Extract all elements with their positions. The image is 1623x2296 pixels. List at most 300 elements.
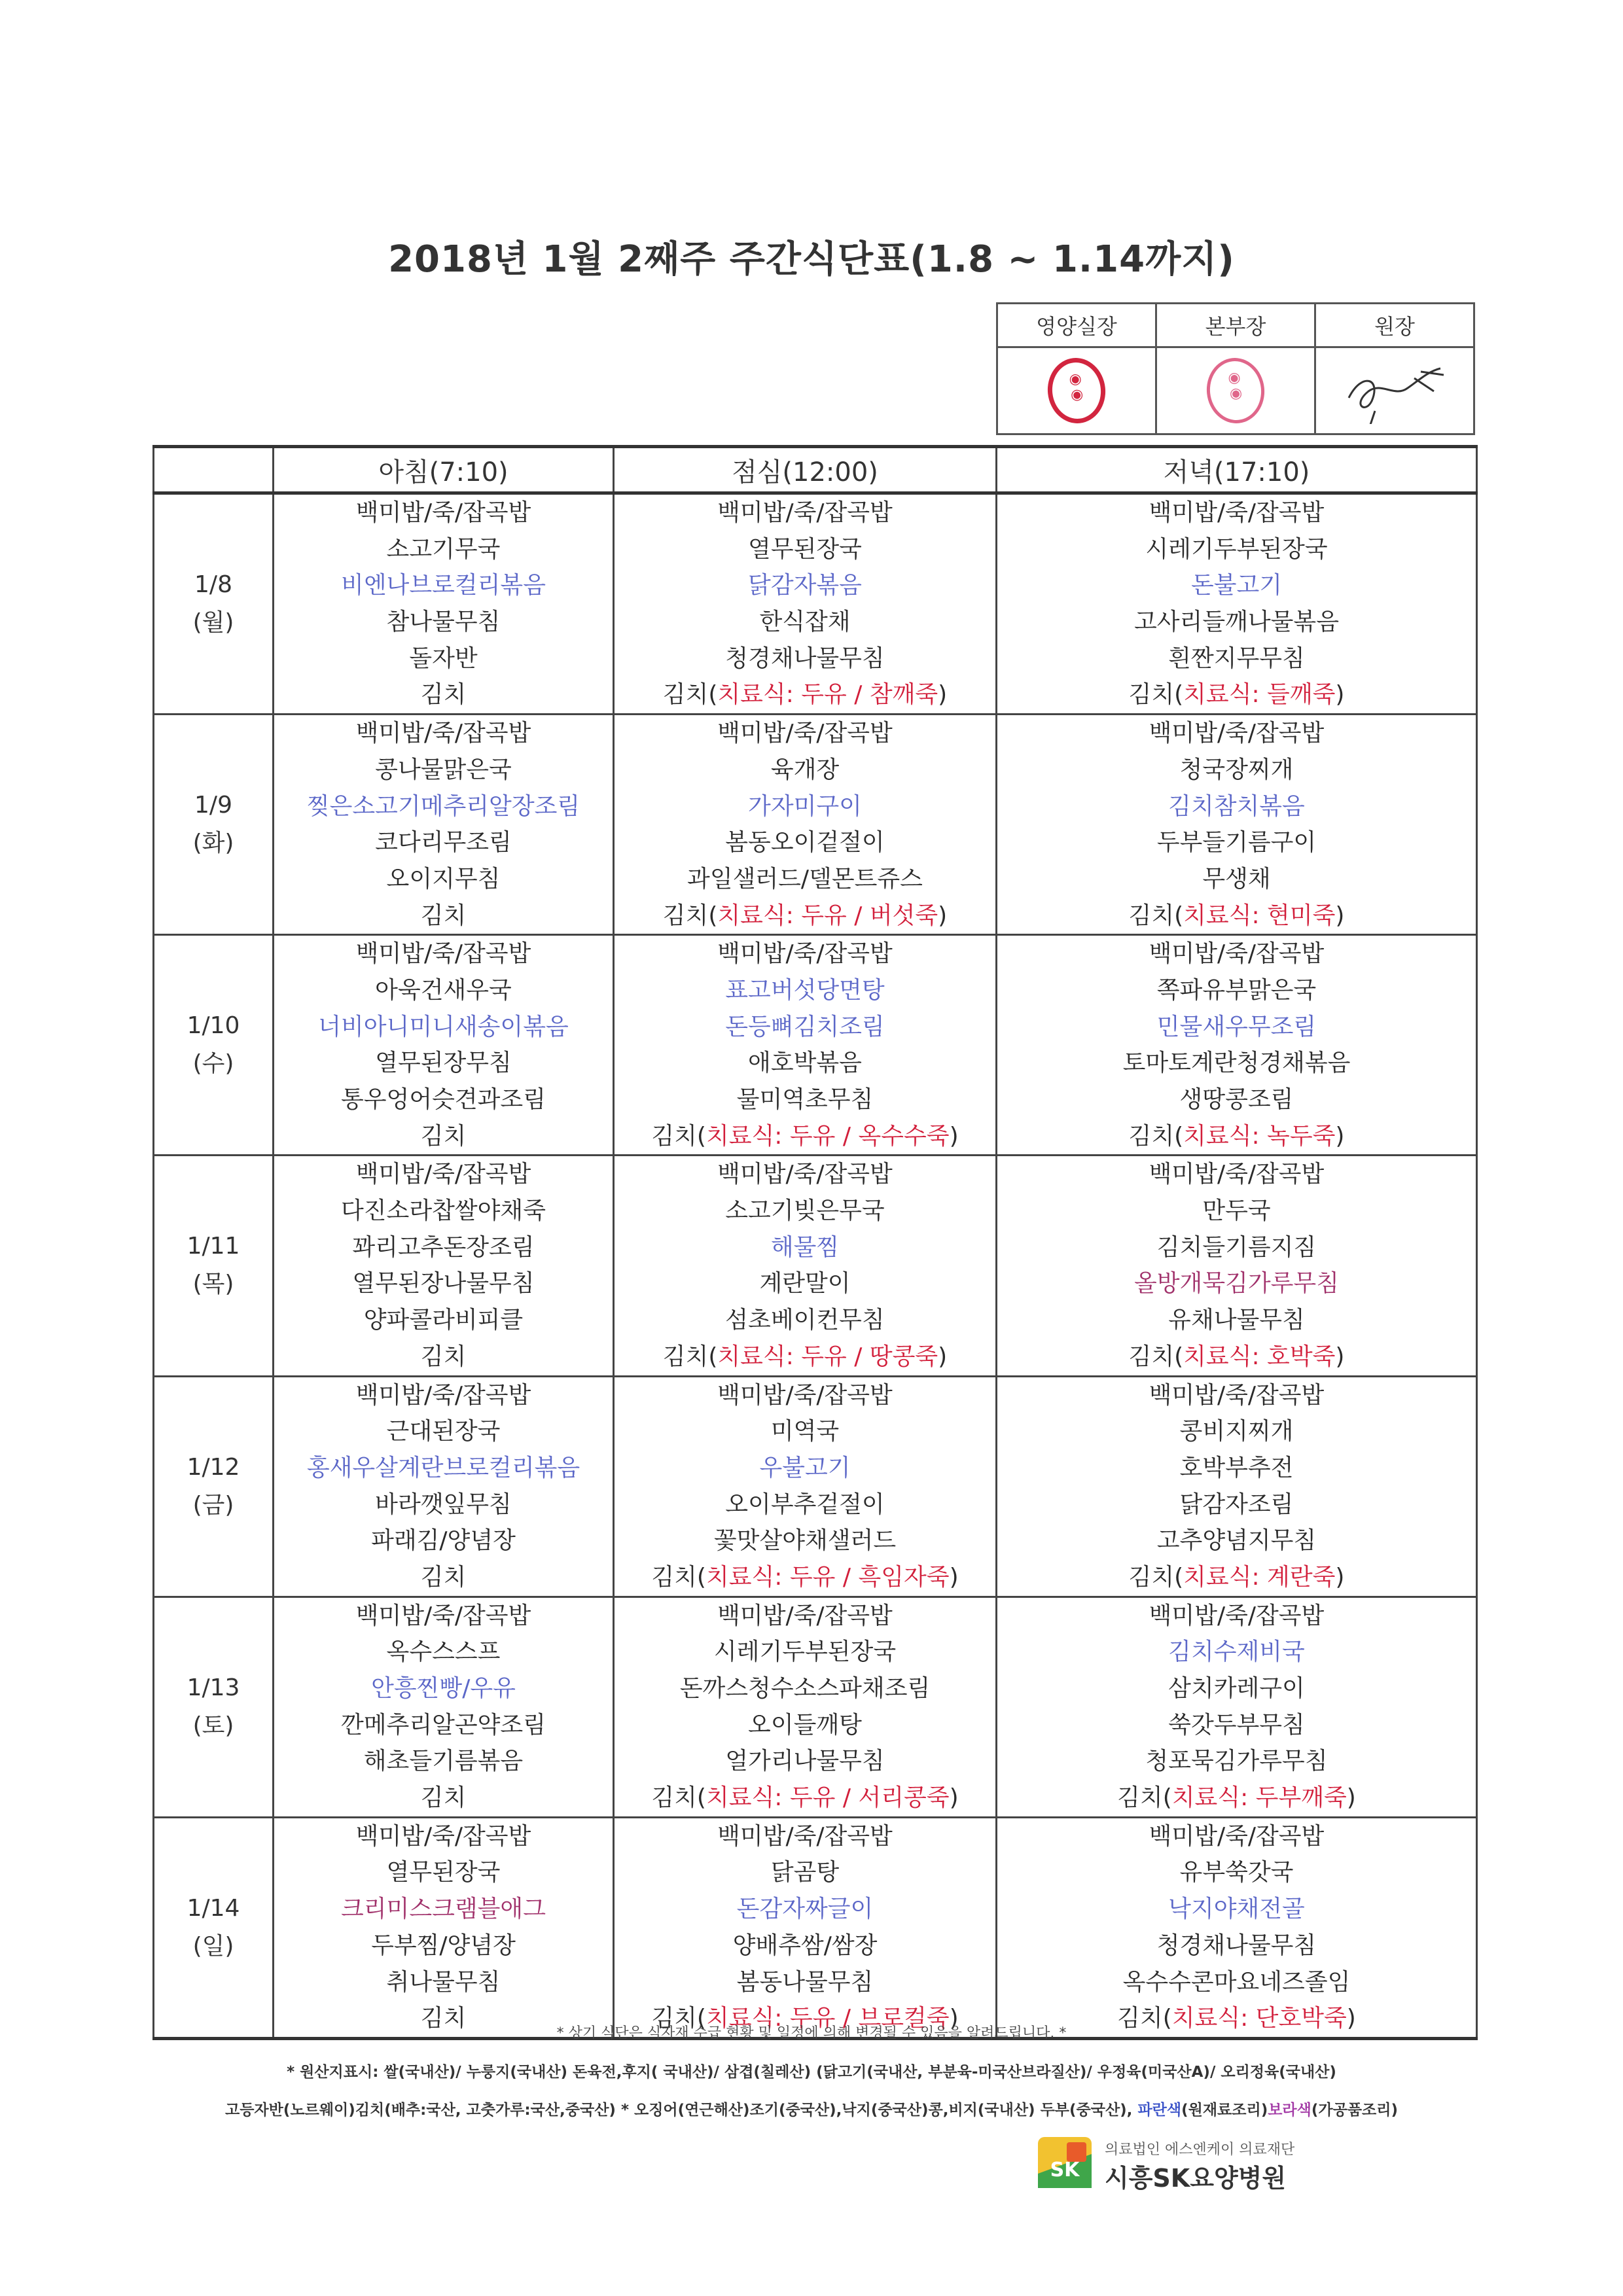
menu-item-text: 무생채 [1202, 865, 1271, 892]
lunch-cell [614, 493, 997, 715]
menu-item-text: 양배추쌈/쌈장 [732, 1932, 878, 1959]
menu-item [615, 715, 995, 752]
lunch-cell [614, 1376, 997, 1597]
menu-item-text: 올방개묵김가루무침 [1134, 1270, 1339, 1298]
dinner-cell [997, 1817, 1477, 2038]
day-weekday: (화) [192, 830, 234, 857]
therapeutic-diet-note: 치료식: 두유 / 참깨죽 [717, 681, 938, 709]
approval-stamp-nutrition [997, 347, 1156, 434]
menu-item-text: 돈감자짜글이 [736, 1896, 874, 1923]
menu-item-text: 근대된장국 [386, 1418, 501, 1445]
blue-legend-word: 파란색 [1137, 2102, 1182, 2119]
menu-item-text: 열무된장나물무침 [352, 1270, 535, 1298]
purple-legend-desc: (가공품조리) [1311, 2102, 1398, 2119]
menu-item-text: 비엔나브로컬리볶음 [341, 572, 546, 599]
menu-item [615, 1450, 995, 1487]
menu-item-text: 김치( [1128, 1563, 1184, 1591]
menu-item [997, 641, 1476, 677]
menu-item-text: 돈등뼈김치조림 [725, 1013, 885, 1040]
menu-item-text: 깐메추리알곤약조림 [341, 1711, 546, 1739]
menu-item-text: 꽈리고추돈장조림 [352, 1233, 535, 1261]
day-date: 1/12 [187, 1453, 240, 1481]
dinner-cell [997, 1156, 1477, 1376]
menu-item [615, 1118, 995, 1155]
menu-item-suffix: ) [949, 2005, 959, 2032]
menu-item [615, 1854, 995, 1891]
origin-info-text: 고등자반(노르웨이)김치(배추:국산, 고춧가루:국산,중국산) * 오징어(연근해산)조기(중국산),낙지(중국산)콩,비지(국내산) 두부(중국산), [225, 2102, 1138, 2119]
menu-item-text: 소고기빚은무국 [725, 1197, 885, 1225]
menu-item-text: 해물찜 [770, 1233, 840, 1261]
menu-item-text: 찢은소고기메추리알장조림 [306, 792, 580, 820]
origin-info-line2 [0, 2098, 1623, 2119]
menu-item-text: 취나물무침 [386, 1968, 501, 1996]
menu-item [615, 1559, 995, 1596]
day-weekday: (월) [192, 609, 234, 637]
dinner-cell [997, 935, 1477, 1156]
menu-item-text: 물미역초무침 [736, 1086, 874, 1113]
menu-item [274, 1634, 613, 1670]
hospital-name: 시흥SK요양병원 [1105, 2164, 1287, 2193]
menu-item-text: 김치 [420, 902, 467, 929]
menu-item-text: 백미밥/죽/잡곡밥 [355, 1161, 531, 1188]
menu-item-text: 소고기무국 [386, 535, 501, 563]
menu-item [997, 1045, 1476, 1082]
menu-item-text: 백미밥/죽/잡곡밥 [717, 720, 893, 747]
menu-item [274, 1928, 613, 1964]
approval-stamp-director [1156, 347, 1315, 434]
menu-item-text: 과일샐러드/델몬트쥬스 [687, 865, 923, 892]
menu-item [997, 1193, 1476, 1229]
menu-item-text: 너비아니미니새송이볶음 [318, 1013, 569, 1040]
menu-item-suffix: ) [938, 902, 948, 929]
menu-item-text: 바라깻잎무침 [375, 1491, 512, 1518]
menu-item-text: 청포묵김가루무침 [1145, 1748, 1328, 1775]
menu-item [997, 1707, 1476, 1744]
menu-item [615, 1302, 995, 1339]
menu-item-text: 백미밥/죽/잡곡밥 [355, 940, 531, 968]
menu-item-text: 해초들기름볶음 [363, 1748, 524, 1775]
menu-item [997, 1891, 1476, 1928]
menu-item-text: 콩비지찌개 [1179, 1418, 1294, 1445]
menu-item-text: 두부들기름구이 [1156, 829, 1317, 857]
menu-item-text: 낙지야채전골 [1168, 1896, 1305, 1923]
menu-item-text: 닭곰탕 [770, 1859, 840, 1886]
menu-item [997, 1818, 1476, 1855]
lunch-cell [614, 1597, 997, 1817]
menu-item [615, 1193, 995, 1229]
approval-header-nutrition: 영양실장 [997, 304, 1156, 347]
menu-item-text: 백미밥/죽/잡곡밥 [1149, 499, 1325, 526]
menu-item [615, 1818, 995, 1855]
menu-item-text: 통우엉어슷견과조림 [341, 1086, 546, 1113]
day-weekday: (일) [192, 1932, 234, 1960]
menu-item-text: 백미밥/죽/잡곡밥 [355, 1602, 531, 1629]
menu-item-text: 백미밥/죽/잡곡밥 [1149, 940, 1325, 968]
menu-item [997, 1302, 1476, 1339]
menu-item-text: 삼치카레구이 [1168, 1675, 1305, 1702]
therapeutic-diet-note: 치료식: 두유 / 옥수수죽 [705, 1122, 950, 1150]
menu-item-text: 백미밥/죽/잡곡밥 [1149, 1161, 1325, 1188]
lunch-cell [614, 715, 997, 935]
day-date: 1/14 [187, 1894, 240, 1922]
menu-item-text: 미역국 [770, 1418, 840, 1445]
menu-item-text: 오이부추겉절이 [725, 1491, 885, 1518]
menu-item [997, 861, 1476, 898]
menu-item-text: 청국장찌개 [1179, 756, 1294, 783]
header-lunch: 점심(12:00) [614, 447, 997, 493]
menu-item-text: 백미밥/죽/잡곡밥 [1149, 1822, 1325, 1850]
menu-item [615, 824, 995, 861]
menu-item-suffix: ) [1346, 2005, 1356, 2032]
menu-item [997, 1670, 1476, 1707]
menu-item-text: 옥수수콘마요네즈졸임 [1122, 1968, 1351, 1996]
menu-item [997, 1928, 1476, 1964]
menu-item [274, 604, 613, 641]
menu-item-text: 김치( [651, 1784, 706, 1812]
menu-item [274, 677, 613, 713]
menu-item [997, 1156, 1476, 1193]
menu-item-text: 육개장 [770, 756, 840, 783]
approval-header-president: 원장 [1315, 304, 1474, 347]
menu-item [274, 1118, 613, 1155]
menu-body [154, 493, 1477, 2039]
menu-item [997, 1265, 1476, 1302]
menu-item-text: 열무된장무침 [375, 1050, 512, 1077]
menu-item [274, 1964, 613, 2001]
menu-item [615, 567, 995, 604]
dinner-cell [997, 1597, 1477, 1817]
menu-item [997, 1634, 1476, 1670]
menu-item [274, 1707, 613, 1744]
therapeutic-diet-note: 치료식: 녹두죽 [1183, 1122, 1336, 1150]
menu-item-text: 백미밥/죽/잡곡밥 [355, 1381, 531, 1409]
menu-item [274, 1450, 613, 1487]
menu-item-text: 안흥찐빵/우유 [371, 1675, 516, 1702]
menu-item [274, 1045, 613, 1082]
menu-item [615, 1413, 995, 1450]
menu-item [615, 1009, 995, 1046]
therapeutic-diet-note: 치료식: 두유 / 흑임자죽 [705, 1563, 950, 1591]
menu-item-text: 참나물무침 [386, 609, 501, 636]
menu-item [615, 752, 995, 788]
menu-item-text: 고사리들깨나물볶음 [1134, 609, 1339, 636]
day-date: 1/9 [194, 792, 232, 819]
menu-item-text: 표고버섯당면탕 [725, 976, 885, 1004]
lunch-cell [614, 935, 997, 1156]
approval-header-director: 본부장 [1156, 304, 1315, 347]
day-row [154, 1597, 1477, 1817]
signature-scribble [1336, 352, 1454, 424]
menu-item [274, 1487, 613, 1523]
menu-item [997, 1743, 1476, 1780]
menu-item [615, 1487, 995, 1523]
menu-item [274, 1743, 613, 1780]
menu-item-text: 백미밥/죽/잡곡밥 [355, 720, 531, 747]
menu-item-text: 섬초베이컨무침 [725, 1307, 885, 1334]
menu-item [274, 1265, 613, 1302]
menu-item-text: 돈까스청수소스파채조림 [679, 1675, 931, 1702]
menu-item-text: 오이들깨탕 [748, 1711, 862, 1739]
header-breakfast: 아침(7:10) [274, 447, 614, 493]
therapeutic-diet-note: 치료식: 호박죽 [1183, 1343, 1336, 1370]
day-weekday: (금) [192, 1491, 234, 1519]
menu-item [274, 1302, 613, 1339]
menu-item-text: 홍새우살계란브로컬리볶음 [306, 1454, 580, 1481]
menu-item-text: 아욱건새우국 [375, 976, 512, 1004]
dinner-cell [997, 715, 1477, 935]
menu-item-text: 애호박볶음 [748, 1050, 862, 1077]
menu-item [997, 1559, 1476, 1596]
menu-item-text: 닭감자조림 [1179, 1491, 1294, 1518]
day-row [154, 1376, 1477, 1597]
menu-item-text: 김치( [651, 1122, 706, 1150]
lunch-cell [614, 1817, 997, 2038]
day-row [154, 493, 1477, 715]
menu-item [997, 1598, 1476, 1634]
menu-item [615, 936, 995, 972]
menu-item [997, 1854, 1476, 1891]
menu-item-text: 유부쑥갓국 [1179, 1859, 1294, 1886]
change-notice: * 상기 식단은 식자재 수급 현황 및 일정에 의해 변경될 수 있음을 알려드립니다. * [556, 2025, 1067, 2041]
menu-item [997, 1118, 1476, 1155]
menu-item-text: 김치( [651, 2005, 706, 2032]
menu-item-text: 김치( [1128, 681, 1184, 709]
origin-info-line1: * 원산지표시: 쌀(국내산)/ 누룽지(국내산) 돈육전,후지( 국내산)/ 삼겹(칠레산) (닭고기(국내산, 부분육-미국산브라질산)/ 우정육(미국산A)/ 오리정육(국내산) [287, 2064, 1336, 2081]
menu-item-text: 닭감자볶음 [748, 572, 862, 599]
menu-item [615, 1339, 995, 1375]
menu-item [615, 788, 995, 825]
menu-item [615, 604, 995, 641]
menu-item [615, 1229, 995, 1266]
approval-box [996, 302, 1475, 435]
menu-item-suffix: ) [1335, 1343, 1345, 1370]
menu-item [615, 1265, 995, 1302]
menu-item [615, 1891, 995, 1928]
dinner-cell [997, 1376, 1477, 1597]
menu-item-text: 청경채나물무침 [725, 645, 885, 672]
menu-item-text: 청경채나물무침 [1156, 1932, 1317, 1959]
menu-item-text: 우불고기 [759, 1454, 851, 1481]
day-label [154, 935, 274, 1156]
menu-item-text: 돌자반 [409, 645, 478, 672]
header-blank [154, 447, 274, 493]
menu-item-suffix: ) [1335, 1563, 1345, 1591]
menu-item-text: 한식잡채 [759, 609, 851, 636]
menu-item [274, 715, 613, 752]
menu-item [615, 898, 995, 934]
menu-item-text: 백미밥/죽/잡곡밥 [717, 1602, 893, 1629]
menu-item [615, 1377, 995, 1414]
menu-item [274, 752, 613, 788]
menu-item-suffix: ) [938, 681, 948, 709]
menu-item [274, 1818, 613, 1855]
therapeutic-diet-note: 치료식: 두부깨죽 [1171, 1784, 1347, 1812]
menu-item-text: 백미밥/죽/잡곡밥 [355, 1822, 531, 1850]
menu-item-text: 백미밥/죽/잡곡밥 [717, 940, 893, 968]
menu-item-text: 토마토계란청경채볶음 [1122, 1050, 1351, 1077]
day-label [154, 1817, 274, 2038]
menu-item [997, 1964, 1476, 2001]
menu-item [615, 1707, 995, 1744]
weekly-menu-table [152, 445, 1478, 2040]
menu-item [615, 1634, 995, 1670]
menu-item-text: 김치( [662, 1343, 718, 1370]
menu-item-text: 호박부추전 [1179, 1454, 1294, 1481]
menu-item [997, 1339, 1476, 1375]
menu-item [274, 1156, 613, 1193]
menu-item [274, 1670, 613, 1707]
menu-item [274, 1854, 613, 1891]
menu-item [997, 1487, 1476, 1523]
day-label [154, 715, 274, 935]
menu-item [274, 1413, 613, 1450]
therapeutic-diet-note: 치료식: 두유 / 서리콩죽 [705, 1784, 950, 1812]
blue-legend-desc: (원재료조리) [1181, 2102, 1268, 2119]
menu-item-text: 김치( [651, 1563, 706, 1591]
menu-item [615, 1045, 995, 1082]
menu-item [274, 531, 613, 568]
menu-item-text: 백미밥/죽/잡곡밥 [1149, 720, 1325, 747]
menu-item-text: 봄동나물무침 [736, 1968, 874, 1996]
menu-item [997, 604, 1476, 641]
menu-item-text: 옥수스스프 [386, 1638, 501, 1666]
menu-item [997, 1082, 1476, 1118]
menu-item-text: 김치 [420, 1343, 467, 1370]
menu-item-text: 시레기두부된장국 [1145, 535, 1328, 563]
menu-item [997, 788, 1476, 825]
menu-item [997, 1523, 1476, 1559]
menu-item [997, 972, 1476, 1009]
menu-item [274, 1339, 613, 1375]
menu-item-text: 봄동오이겉절이 [725, 829, 885, 857]
day-row [154, 935, 1477, 1156]
menu-item-text: 꽃맛살야채샐러드 [713, 1527, 897, 1555]
menu-item [615, 1156, 995, 1193]
menu-item [997, 677, 1476, 713]
therapeutic-diet-note: 치료식: 두유 / 브로컬죽 [705, 2005, 950, 2032]
day-row [154, 1156, 1477, 1376]
menu-item [274, 898, 613, 934]
pink-seal-stamp: ◉ ◉ [1204, 355, 1268, 427]
menu-item-text: 김치 [420, 1563, 467, 1591]
menu-item-text: 유채나물무침 [1168, 1307, 1305, 1334]
logo-text: SK [1050, 2159, 1080, 2181]
menu-item [615, 1964, 995, 2001]
menu-item [274, 824, 613, 861]
breakfast-cell [274, 715, 614, 935]
menu-item [615, 1082, 995, 1118]
purple-legend-word: 보라색 [1268, 2102, 1311, 2119]
breakfast-cell [274, 1156, 614, 1376]
menu-item [615, 677, 995, 713]
menu-item-suffix: ) [1335, 1122, 1345, 1150]
breakfast-cell [274, 493, 614, 715]
day-weekday: (토) [192, 1712, 234, 1739]
breakfast-cell [274, 1376, 614, 1597]
menu-item [274, 861, 613, 898]
menu-item [615, 1743, 995, 1780]
menu-item-text: 오이지무침 [386, 865, 501, 892]
day-label [154, 1597, 274, 1817]
hospital-subtitle: 의료법인 에스엔케이 의료재단 [1105, 2142, 1295, 2158]
day-row [154, 715, 1477, 935]
menu-item-text: 파래김/양념장 [371, 1527, 516, 1555]
therapeutic-diet-note: 치료식: 두유 / 버섯죽 [717, 902, 938, 929]
menu-item-text: 양파콜라비피클 [363, 1307, 524, 1334]
menu-item-text: 쑥갓두부무침 [1168, 1711, 1305, 1739]
menu-item-text: 고추양념지무침 [1156, 1527, 1317, 1555]
header-dinner: 저녁(17:10) [997, 447, 1477, 493]
menu-item-text: 열무된장국 [386, 1859, 501, 1886]
menu-item [997, 1377, 1476, 1414]
menu-item [997, 752, 1476, 788]
menu-item-text: 김치( [1128, 902, 1184, 929]
menu-item-text: 열무된장국 [748, 535, 862, 563]
menu-item-text: 다진소라찹쌀야채죽 [341, 1197, 546, 1225]
menu-item-text: 시레기두부된장국 [713, 1638, 897, 1666]
menu-item-text: 김치 [420, 2005, 467, 2032]
menu-item-suffix: ) [938, 1343, 948, 1370]
menu-item-suffix: ) [1335, 902, 1345, 929]
menu-item-text: 민물새우무조림 [1156, 1013, 1317, 1040]
menu-item [274, 1229, 613, 1266]
page-title: 2018년 1월 2째주 주간식단표(1.8 ~ 1.14까지) [388, 238, 1235, 281]
menu-item-text: 백미밥/죽/잡곡밥 [355, 499, 531, 526]
menu-item-text: 김치 [420, 1122, 467, 1150]
menu-item [615, 1670, 995, 1707]
menu-item-text: 크리미스크램블애그 [341, 1896, 546, 1923]
day-date: 1/13 [187, 1674, 240, 1701]
menu-item [274, 1598, 613, 1634]
menu-item-suffix: ) [949, 1784, 959, 1812]
menu-item-text: 김치 [420, 681, 467, 709]
menu-item [997, 1780, 1476, 1816]
menu-item [274, 1009, 613, 1046]
menu-item [615, 531, 995, 568]
menu-item-text: 김치( [662, 681, 718, 709]
menu-item-text: 코다리무조림 [375, 829, 512, 857]
menu-item [274, 1523, 613, 1559]
menu-item [997, 1229, 1476, 1266]
menu-item-text: 두부찜/양념장 [371, 1932, 516, 1959]
red-seal-stamp: ◉ ◉ [1044, 355, 1109, 427]
menu-item-text: 백미밥/죽/잡곡밥 [717, 1161, 893, 1188]
menu-item [997, 898, 1476, 934]
menu-item [274, 641, 613, 677]
day-weekday: (수) [192, 1050, 234, 1078]
menu-item [274, 495, 613, 531]
menu-item [997, 936, 1476, 972]
menu-item-text: 김치참치볶음 [1168, 792, 1305, 820]
menu-item-text: 만두국 [1202, 1197, 1271, 1225]
menu-item-text: 김치수제비국 [1168, 1638, 1305, 1666]
menu-item [997, 715, 1476, 752]
menu-item [997, 1413, 1476, 1450]
therapeutic-diet-note: 치료식: 단호박죽 [1171, 2005, 1347, 2032]
menu-item [274, 936, 613, 972]
menu-item-text: 가자미구이 [748, 792, 862, 820]
day-row [154, 1817, 1477, 2038]
menu-item [615, 495, 995, 531]
menu-item-text: 생땅콩조림 [1179, 1086, 1294, 1113]
menu-item [615, 1523, 995, 1559]
breakfast-cell [274, 1597, 614, 1817]
lunch-cell [614, 1156, 997, 1376]
menu-item-suffix: ) [1335, 681, 1345, 709]
therapeutic-diet-note: 치료식: 계란죽 [1183, 1563, 1336, 1591]
menu-item-text: 얼가리나물무침 [725, 1748, 885, 1775]
menu-item [274, 972, 613, 1009]
